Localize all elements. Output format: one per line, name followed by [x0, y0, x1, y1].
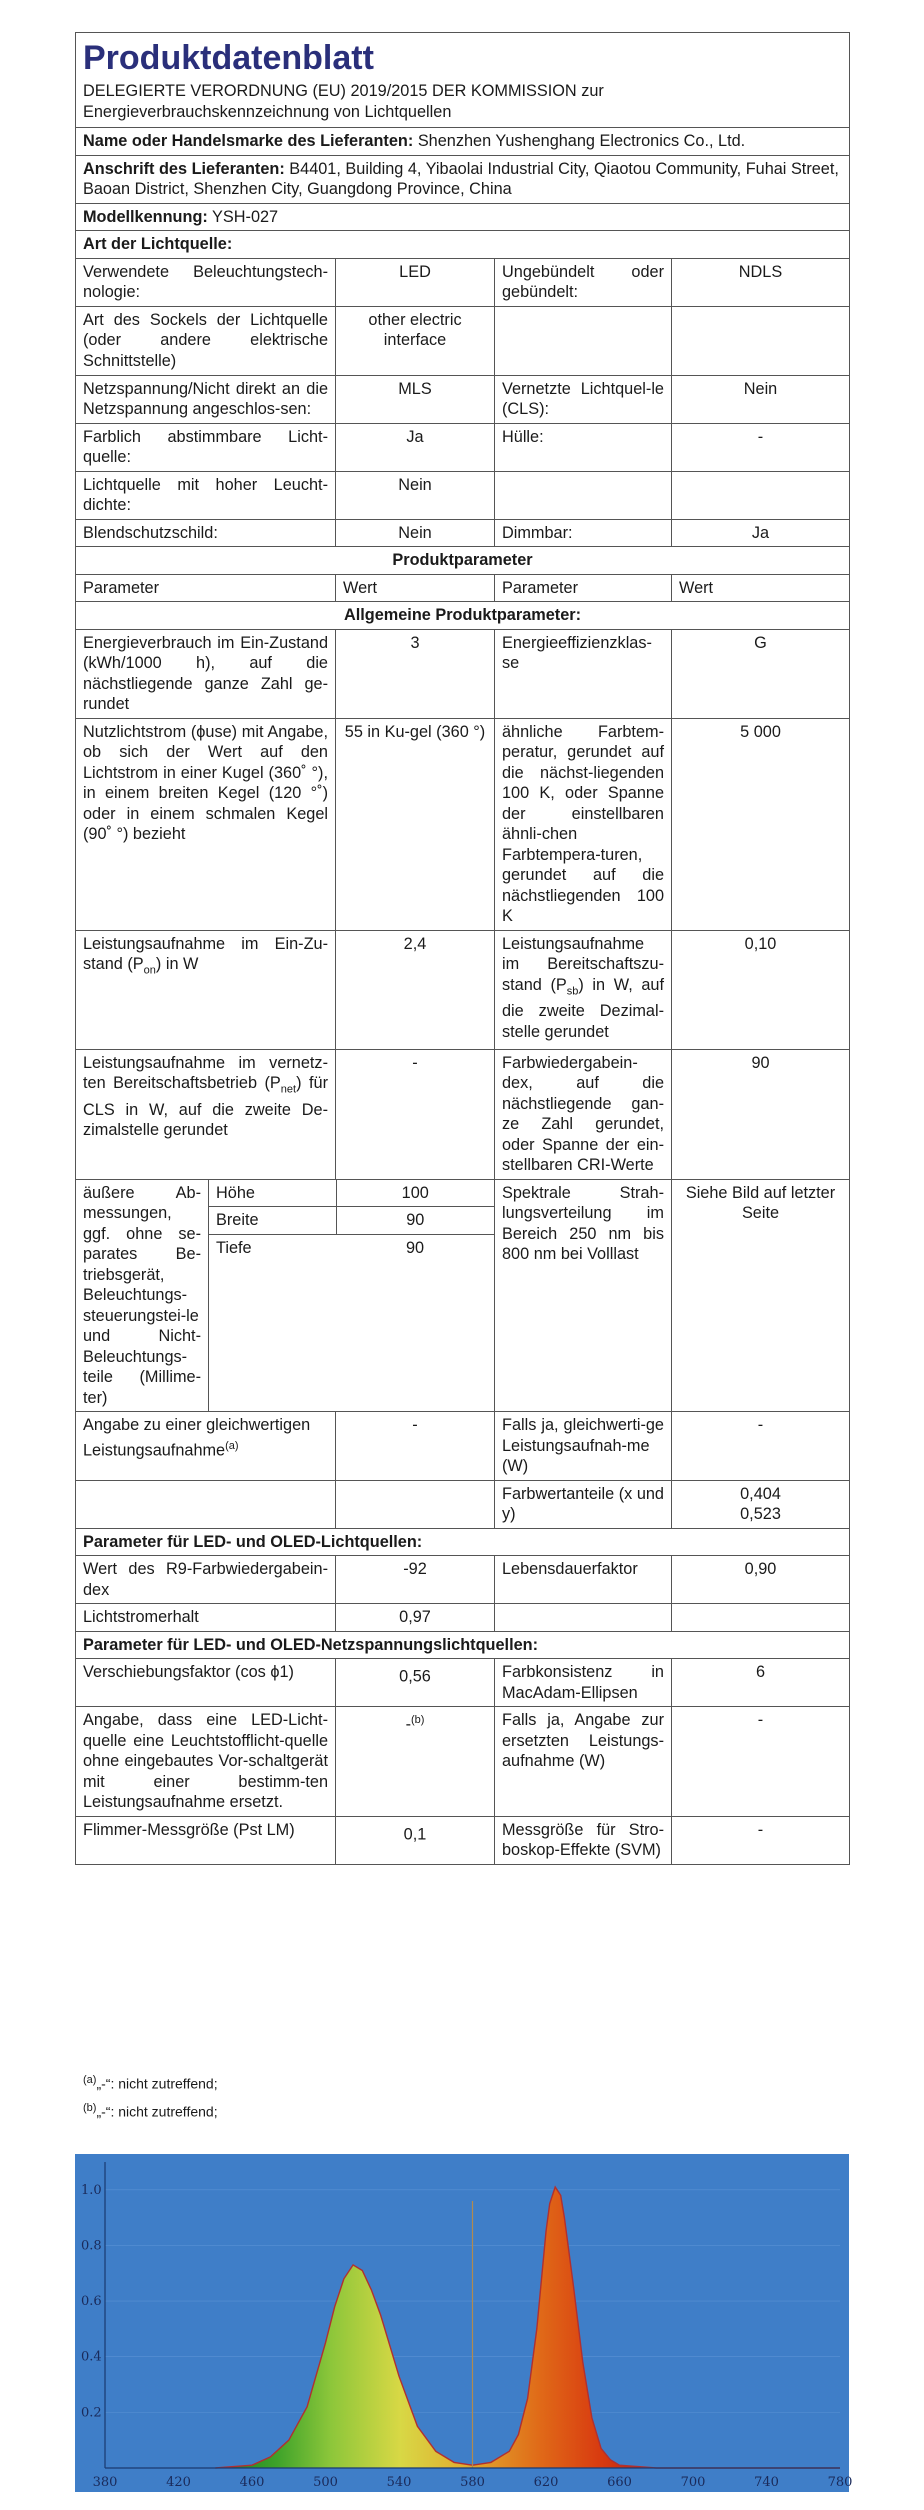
row-label: Blendschutzschild:: [76, 519, 336, 547]
row-value: -: [672, 1816, 850, 1864]
y-tick-label: 0.8: [81, 2238, 102, 2254]
column-header: Parameter: [76, 574, 336, 602]
table-row: [76, 1412, 850, 1481]
power-on-value: 2,4: [336, 930, 495, 1049]
y-tick-label: 0.4: [81, 2349, 102, 2365]
row-label: [495, 471, 672, 519]
table-row: [76, 471, 850, 519]
supplier-label: Name oder Handelsmarke des Lieferanten:: [83, 132, 414, 150]
row-label: [495, 1604, 672, 1632]
row-label: Hülle:: [495, 423, 672, 471]
energy-value: 3: [336, 629, 495, 718]
empty-cell: [76, 1480, 336, 1528]
power-net-value: -: [336, 1049, 495, 1179]
row-value: Nein: [672, 375, 850, 423]
x-tick-label: 620: [533, 2475, 559, 2490]
table-row: [76, 306, 850, 375]
row-value: 6: [672, 1659, 850, 1707]
power-sb-value: 0,10: [672, 930, 850, 1049]
flux-value: 55 in Ku-gel (360 °): [336, 718, 495, 930]
column-header: Wert: [672, 574, 850, 602]
row-label: [495, 306, 672, 375]
dimension-name: Tiefe: [216, 1238, 252, 1257]
cri-label: Farbwiedergabein-dex, auf die nächstliegende gan-ze Zahl gerundet, oder Spanne der ein-stellbaren CRI-Werte: [495, 1049, 672, 1179]
row-label: Falls ja, Angabe zur ersetzten Leistungs-aufnahme (W): [495, 1707, 672, 1817]
datasheet-table: [75, 32, 850, 1865]
x-tick-label: 700: [680, 2475, 706, 2490]
dimension-name: Breite: [209, 1207, 336, 1235]
row-value: Ja: [672, 519, 850, 547]
row-value: 0,1: [336, 1816, 495, 1864]
column-header: Parameter: [495, 574, 672, 602]
row-label: Verwendete Beleuchtungstech-nologie:: [76, 258, 336, 306]
table-row: [76, 629, 850, 718]
general-params-header: Allgemeine Produktparameter:: [76, 602, 850, 630]
supplier-row: [76, 128, 850, 156]
table-row: [76, 1480, 850, 1528]
column-header-row: [76, 574, 850, 602]
spectrum-value: Siehe Bild auf letzter Seite: [672, 1179, 850, 1412]
power-sb-label: Leistungsaufnahme im Bereitschaftszu-stand $(P_{sb})$ in W, auf die zweite Dezimal-stelle gerundet: [495, 930, 672, 1049]
dimensions-label: äußere Ab-messungen, ggf. ohne se-parates Be-triebsgerät, Beleuchtungs-steuerungstei-le und Nicht-Beleuchtungs-teile (Millime-ter): [76, 1179, 209, 1412]
supplier-value: Shenzhen Yushenghang Electronics Co., Ltd.: [417, 132, 746, 150]
row-value: 0,90: [672, 1556, 850, 1604]
row-value: -: [672, 423, 850, 471]
product-params-header: Produktparameter: [76, 547, 850, 575]
y-tick-label: 0.6: [81, 2294, 102, 2310]
dimension-row: [209, 1207, 494, 1235]
row-label: Wert des R9-Farbwiedergabein-dex: [76, 1556, 336, 1604]
row-value: other electric interface: [336, 306, 495, 375]
y-tick-label: 0.2: [81, 2405, 102, 2421]
x-tick-label: 580: [460, 2475, 485, 2490]
footnote-b: $^{(b)}$„-“: nicht zutreffend;: [83, 2101, 218, 2120]
table-row: [76, 423, 850, 471]
dimensions-subtable: [209, 1179, 495, 1412]
column-header: Wert: [336, 574, 495, 602]
model-row: [76, 203, 850, 231]
row-label: Lebensdauerfaktor: [495, 1556, 672, 1604]
row-label: Netzspannung/Nicht direkt an die Netzspannung angeschlos-sen:: [76, 375, 336, 423]
row-label: Farbkonsistenz in MacAdam-Ellipsen: [495, 1659, 672, 1707]
table-row: [76, 1179, 850, 1412]
table-row: [76, 258, 850, 306]
equivalent-value: -: [336, 1412, 495, 1481]
table-row: [76, 1659, 850, 1707]
row-value: -: [672, 1707, 850, 1817]
equivalent-power-value: -: [672, 1412, 850, 1481]
x-tick-label: 740: [754, 2475, 779, 2490]
table-row: [76, 718, 850, 930]
row-value: [672, 306, 850, 375]
datasheet: [75, 32, 849, 1865]
row-value: LED: [336, 258, 495, 306]
row-value: Ja: [336, 423, 495, 471]
table-row: [76, 1604, 850, 1632]
row-label: Lichtquelle mit hoher Leucht-dichte:: [76, 471, 336, 519]
row-value: Nein: [336, 471, 495, 519]
row-label: Angabe, dass eine LED-Licht-quelle eine Leuchtstofflicht-quelle ohne eingebautes Vor-schaltgerät mit einer bestimm-ten Leistungsaufnahme ersetzt.: [76, 1707, 336, 1817]
table-row: [76, 1816, 850, 1864]
energy-label: Energieverbrauch im Ein-Zustand (kWh/1000 h), auf die nächstliegende ganze Zahl ge-rundet: [76, 629, 336, 718]
x-tick-label: 420: [166, 2475, 191, 2490]
x-tick-label: 380: [92, 2475, 118, 2490]
x-tick-label: 660: [607, 2475, 632, 2490]
row-value: [672, 1604, 850, 1632]
model-value: YSH-027: [212, 207, 279, 226]
spectrum-label: Spektrale Strah-lungsverteilung im Bereich 250 nm bis 800 nm bei Volllast: [495, 1179, 672, 1412]
cct-value: 5 000: [672, 718, 850, 930]
row-label: Dimmbar:: [495, 519, 672, 547]
efficiency-value: G: [672, 629, 850, 718]
x-tick-label: 460: [239, 2475, 265, 2490]
table-row: [76, 1049, 850, 1179]
regulation-subtitle: DELEGIERTE VERORDNUNG (EU) 2019/2015 DER KOMMISSION zur Energieverbrauchskennzeichnung von Lichtquellen: [83, 82, 604, 121]
row-label: Art des Sockels der Lichtquelle (oder andere elektrische Schnittstelle): [76, 306, 336, 375]
dimension-value: 90: [336, 1207, 494, 1235]
row-value: -92: [336, 1556, 495, 1604]
table-row: [76, 1707, 850, 1817]
table-row: [76, 930, 850, 1049]
dimension-name: Höhe: [209, 1180, 336, 1207]
power-on-label: Leistungsaufnahme im Ein-Zu-stand $(P_{on})$ in W: [76, 930, 336, 1049]
footnotes: [83, 2068, 218, 2123]
model-label: Modellkennung:: [83, 207, 208, 226]
row-label: Ungebündelt oder gebündelt:: [495, 258, 672, 306]
dimension-row: [209, 1234, 494, 1261]
row-value: NDLS: [672, 258, 850, 306]
header-cell: [76, 33, 850, 128]
chromaticity-value: 0,404 0,523: [672, 1480, 850, 1528]
x-tick-label: 780: [827, 2475, 853, 2490]
x-tick-label: 500: [313, 2475, 338, 2490]
lightsource-header: Art der Lichtquelle:: [76, 231, 850, 259]
table-row: [76, 1556, 850, 1604]
address-label: Anschrift des Lieferanten:: [83, 159, 285, 178]
mls-params-header: Parameter für LED- und OLED-Netzspannungslichtquellen:: [76, 1631, 850, 1659]
power-net-label: Leistungsaufnahme im vernetz-ten Bereitschaftsbetrieb $(P_{net})$ für CLS in W, auf die zweite De-zimalstelle gerundet: [76, 1049, 336, 1179]
cct-label: ähnliche Farbtem-peratur, gerundet auf die nächst-liegenden 100 K, oder Spanne der einstellbaren ähnli-chen Farbtempera-turen, gerundet auf die nächstliegenden 100 K: [495, 718, 672, 930]
footnote-a: $^{(a)}$„-“: nicht zutreffend;: [83, 2074, 218, 2092]
table-row: [76, 375, 850, 423]
x-tick-label: 540: [386, 2475, 412, 2490]
row-label: Lichtstromerhalt: [76, 1604, 336, 1632]
chromaticity-label: Farbwertanteile (x und y): [495, 1480, 672, 1528]
row-value: Nein: [336, 519, 495, 547]
spectrum-chart: [75, 2154, 853, 2492]
row-value: [672, 471, 850, 519]
address-row: [76, 155, 850, 203]
row-label: Vernetzte Lichtquel-le (CLS):: [495, 375, 672, 423]
dimension-row: [209, 1180, 494, 1207]
address-value: B4401, Building 4, Yibaolai Industrial City, Qiaotou Community, Fuhai Street, Baoan District, Shenzhen City, Guangdong Province, China: [83, 159, 839, 198]
empty-cell: [336, 1480, 495, 1528]
equivalent-power-label: Falls ja, gleichwerti-ge Leistungsaufnah-me (W): [495, 1412, 672, 1481]
equivalent-label: Angabe zu einer gleichwertigen Leistungsaufnahme$^{(a)}$: [76, 1412, 336, 1481]
y-tick-label: 1.0: [81, 2182, 102, 2198]
page-title: Produktdatenblatt: [83, 39, 374, 77]
row-label: Flimmer-Messgröße (Pst LM): [76, 1816, 336, 1864]
table-row: [76, 519, 850, 547]
flux-label: Nutzlichtstrom (ϕuse) mit Angabe, ob sich der Wert auf den Lichtstrom in einer Kugel (360˚ °), in einem breiten Kegel (120 °˚) oder in einem schmalen Kegel (90˚ °) bezieht: [76, 718, 336, 930]
efficiency-label: Energieeffizienzklas-se: [495, 629, 672, 718]
row-value: MLS: [336, 375, 495, 423]
dimension-value: 90: [405, 1238, 425, 1257]
row-value: -$^{(b)}$: [336, 1707, 495, 1817]
dimension-value: 100: [336, 1180, 494, 1207]
chart-background: [75, 2154, 849, 2492]
row-label: Farblich abstimmbare Licht-quelle:: [76, 423, 336, 471]
row-value: 0,97: [336, 1604, 495, 1632]
cri-value: 90: [672, 1049, 850, 1179]
row-label: Messgröße für Stro-boskop-Effekte (SVM): [495, 1816, 672, 1864]
row-label: Verschiebungsfaktor (cos ϕ1): [76, 1659, 336, 1707]
row-value: 0,56: [336, 1659, 495, 1707]
led-params-header: Parameter für LED- und OLED-Lichtquellen:: [76, 1528, 850, 1556]
